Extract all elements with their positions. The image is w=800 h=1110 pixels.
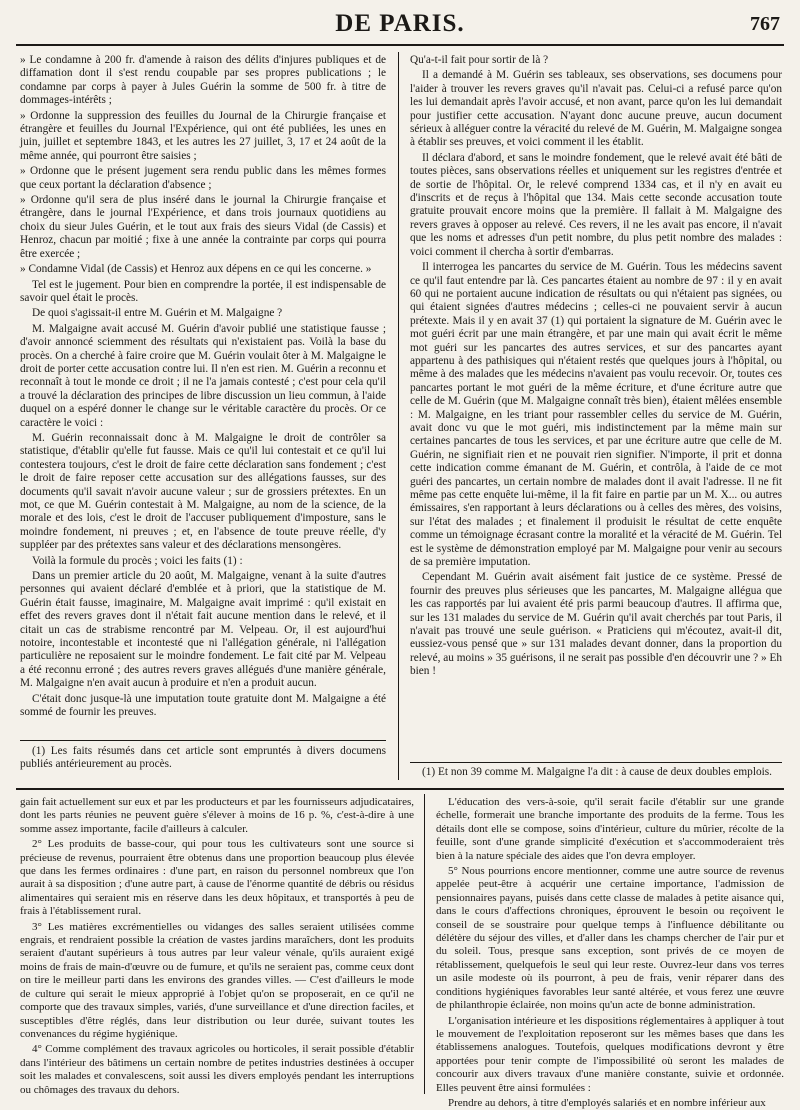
paragraph: 4° Comme complément des travaux agricoles ou horticoles, il serait possible d'établir dans l'intérieur des bâtimens un certain nombre de petites industries destinées à occuper soit les malades et convalescens, soit aussi les divers employés pendant les interruptions ou chômages des travaux du dehors.: [20, 1043, 414, 1096]
section-divider: [16, 788, 784, 790]
footnote-right: [410, 766, 782, 779]
paragraph: Cependant M. Guérin avait aisément fait justice de ce système. Pressé de fournir des preuves plus sérieuses que les pancartes, M. Malgaigne allégua que les cas rapportés par lui avaient été pris parmi beaucoup d'autres. Il affirma que, sur les 131 malades du service de M. Guérin qu'il avait cherchés par tout Paris, il n'avait pas trouvé une seule guérison. « Praticiens qui m'écoutez, avait-il dit, eussiez-vous pensé que » sur 131 malades devant donner, dans la proportion du relevé, au moins » 35 guérisons, il ne serait pas possible d'en découvrir une ? » Eh bien !: [410, 571, 782, 678]
page-number: 767: [750, 13, 780, 35]
paragraph: 2° Les produits de basse-cour, qui pour tous les cultivateurs sont une source si précieuse de revenus, pourraient être obtenus dans une proportion beaucoup plus élevée que dans les fermes ordinaires : d'une part, en raison du personnel nombreux que l'on aurait à sa disposition ; d'une autre part, à cause de l'énorme quantité de débris ou résidus alimentaires qui seraient mis en réserve dans les deux hôpitaux, et transportés à peu de frais à l'établissement rural.: [20, 838, 414, 918]
footnote-left: [20, 745, 386, 772]
paragraph: 5° Nous pourrions encore mentionner, comme une autre source de revenus appelée peut-être à acquérir une certaine importance, l'admission de pensionnaires payans, puisés dans cette classe de malades à petite aisance qui, dans le cours d'affections chroniques, éprouvent le besoin ou reçoivent le conseil de se soustraire pour quelque temps à l'influence débilitante ou délétère du séjour des villes, et d'aller dans les champs chercher de l'air pur et du soleil. Tous, presque sans exception, sont privés de ce moyen de rétablissement, quelquefois le seul qui leur reste. Ouvrez-leur dans vos terres un asile modeste où ils pourront, à peu de frais, venir réparer dans des conditions hygiéniques favorables leur santé altérée, et vous ferez une œuvre de philanthropie éclairée, non moins qu'un acte de bonne administration.: [436, 865, 784, 1012]
paragraph: 3° Les matières excrémentielles ou vidanges des salles seraient utilisées comme engrais, et rendraient possible la création de vastes jardins maraîchers, dont les produits seraient d'autant supérieurs à tous autres par leur valeur vénale, qu'ils auraient exigé moins de frais de main-d'œuvre ou de fumure, et qu'ils ne seraient pas, comme ceux dont on tire le meilleur parti dans les environs des grandes villes. — C'est d'ailleurs le mode de culture qui serait le mieux approprié à l'objet qu'on se proposerait, en ce qu'il ne comporte que des travaux simples, variés, d'une surveillance et d'une direction faciles, et susceptibles d'être réglés, dans leur distribution ou leur durée, suivant toutes les convenances du régime hygiénique.: [20, 920, 414, 1040]
paragraph: » Ordonne qu'il sera de plus inséré dans le journal la Chirurgie française et étrangère, dans le journal l'Expérience, et dans trois journaux quotidiens au choix du sieur Jules Guérin, et le tout aux frais des sieurs Vidal (de Cassis) et Henroz, chacun par moitié ; fixe à une année la contrainte par corps qui pourra être exercée ;: [20, 194, 386, 260]
paragraph: Il a demandé à M. Guérin ses tableaux, ses observations, ses documens pour l'aider à trouver les revers graves qu'il n'avait pas. Celui-ci a refusé parce qu'on les lui demandait après l'avoir accusé, et non avant, parce qu'on les lui demandait pour justifier cette accusation. N'ayant donc aucune preuve, aucun document sérieux à alléguer contre la véracité du relevé de M. Guérin, M. Malgaigne songea à établir ses preuves, et voici comment il les établit.: [410, 69, 783, 149]
column-divider-bottom: [424, 794, 425, 1094]
paragraph: M. Guérin reconnaissait donc à M. Malgaigne le droit de contrôler sa statistique, d'établir qu'elle fut fausse. Mais ce qu'il lui contestait et ce qu'il lui contestera toujours, c'est le droit de faire cette déclaration sans fondement ; c'est le droit de faire reposer cette accusation sur des allégations fausses, sur des documents qu'il savait n'avoir aucune valeur ; sur de grossiers prétextes. En un mot, ce que M. Guérin contestait à M. Malgaigne, au nom de la science, de la morale et des lois, c'est le droit de l'accuser publiquement d'imposture, sans le moindre fondement, ni preuves ; et, en l'absence de toute preuve réelle, d'y suppléer par des prétextes sans valeur et des déclarations mensongères.: [20, 431, 386, 552]
paragraph: De quoi s'agissait-il entre M. Guérin et M. Malgaigne ?: [32, 307, 283, 320]
footnote-rule-left: [20, 740, 386, 741]
paragraph: L'organisation intérieure et les dispositions réglementaires à appliquer à tout le mouvement de l'exploitation reposeront sur les mêmes bases que dans les établissemens analogues. Toutefois, quelques modifications devront y être apportées pour tenir compte de l'impossibilité où seront les malades de concourir aux divers travaux d'une manière constante, suivie et ordonnée. Elles peuvent être ainsi formulées :: [436, 1014, 784, 1094]
paragraph: C'était donc jusque-là une imputation toute gratuite dont M. Malgaigne a été sommé de fournir les preuves.: [20, 692, 386, 719]
footnote-text: (1) Les faits résumés dans cet article sont empruntés à divers documens publiés antérieurement au procès.: [20, 745, 386, 771]
paragraph: Voilà la formule du procès ; voici les faits (1) :: [32, 554, 243, 567]
column-divider-top: [398, 52, 399, 780]
paragraph: » Le condamne à 200 fr. d'amende à raison des délits d'injures publiques et de diffamation dont il s'est rendu coupable par ses propres publications ; le condamne par corps à payer à Jules Guérin la somme de 500 fr. à titre de dommages-intérêts ;: [20, 54, 386, 107]
paragraph: Qu'a-t-il fait pour sortir de là ?: [410, 54, 549, 66]
paragraph: Il déclara d'abord, et sans le moindre fondement, que le relevé avait été bâti de toutes pièces, sans observations réelles et uniquement sur les registres d'entrée et de sortie de l'hôpital. Or, le relevé comprend 1334 cas, et il n'y en avait eu d'inscrits et de reçus à l'hôpital que 134. Mais cette seconde accusation toute gratuite prouvait encore moins que la première. Il fallait à M. Malgaigne des revers graves à opposer au relevé. Ces revers, il ne les avait pas encore, il n'avait que les noms et adresses d'un petit nombre, du plus petit nombre des malades : voici comment il chercha à sortir d'embarras.: [410, 151, 782, 258]
paragraph: L'éducation des vers-à-soie, qu'il serait facile d'établir sur une grande échelle, formerait une branche importante des produits de la ferme. Tous les détails dont elle se compose, soins d'intérieur, culture du mûrier, récolte de la feuille, sont d'une grande simplicité d'exécution et s'accommoderaient très bien à la nature spéciale des aides que l'on devra employer.: [436, 796, 784, 862]
page-title: DE PARIS.: [335, 10, 465, 37]
paragraph: » Condamne Vidal (de Cassis) et Henroz aux dépens en ce qui les concerne. »: [20, 263, 372, 276]
right-column: [410, 54, 782, 740]
page-header: [16, 10, 784, 46]
paragraph: gain fait actuellement sur eux et par les producteurs et par les fournisseurs adjudicataires, dont les parts réunies ne peuvent guère s'élever à moins de 16 p. %, c'est-à-dire à une somme assez importante, facile d'ailleurs à calculer.: [20, 796, 414, 835]
paragraph: Dans un premier article du 20 août, M. Malgaigne, venant à la suite d'autres personnes qui avaient déclaré d'emblée et à priori, que la statistique de M. Guérin était fausse, imaginaire, M. Malgaigne avait imprimé : qu'il existait en effet des revers graves dont il n'était fait aucune mention dans le relevé, et il citait un cas de strabisme rencontré par M. Velpeau. Or, il est aujourd'hui notoire, incontestable et incontesté que ni l'allégation générale, ni l'allégation particulière ne reposaient sur le moindre fondement. Le fait cité par M. Velpeau a été reconnu erroné ; des autres revers graves allégués d'une manière générale, M. Malgaigne n'en avait aucun à produire et n'en a produit aucun.: [20, 570, 386, 690]
bottom-right-column: [436, 796, 784, 1109]
paragraph: Il interrogea les pancartes du service de M. Guérin. Tous les médecins savent ce qu'il faut entendre par là. Ces pancartes étaient au nombre de 97 : il y en avait 60 qui ne portaient aucune indication de résultats ou qui n'étaient pas signées, ou qui étaient signées d'autres médecins ; celles-ci ne pouvaient servir à aucun prétexte. Mais il y en avait 37 (1) qui portaient la signature de M. Guérin avec le mot guéri écrit par une main étrangère, et par une main qui avait écrit le même mot guéri sur les pancartes des autres services, et sur des pancartes ayant appartenu à des pathisiques qui n'étaient restés que quelques jours à l'hôpital, ou même à des malades que les médecins n'avaient pas voulu recevoir. Or, toutes ces pancartes portant le mot guéri de la même écriture, et d'une écriture autre que celle de M. Guérin (que M. Malgaigne connaît très bien), étaient mêlées ensemble : M. Malgaigne, en les triant pour rassembler celles du service de M. Guérin, avait donc vu que le mot guéri, mis indistinctement par la même main sur certaines pancartes de tous les services, et par une écriture autre que celle de M. Guérin, ne signifiait rien et ne pouvait rien signifier. N'importe, il prit et donna cette indication comme émanant de M. Guérin, et contrôla, à l'aide de ce mot guéri des pancartes, un certain nombre de malades dont il avait l'adresse. Il ne fit même pas cette enquête lui-même, il la fit faire en partie par un M. X... ou autres émissaires, s'en rapportant à leurs déclarations ou à celles des mères, des voisins, sur l'état des malades ; et finalement il produisit le résultat de cette enquête comme un témoignage écrasant contre la moralité et la véracité de M. Guérin. Tel est le système de démonstration employé par M. Malgaigne pour venir au secours de sa première imputation.: [410, 261, 782, 569]
paragraph: Prendre au dehors, à titre d'employés salariés et en nombre inférieur aux: [448, 1096, 766, 1109]
footnote-text: (1) Et non 39 comme M. Malgaigne l'a dit : à cause de deux doubles emplois.: [422, 766, 772, 778]
paragraph: Tel est le jugement. Pour bien en comprendre la portée, il est indispensable de savoir quel était le procès.: [20, 278, 386, 304]
bottom-left-column: [20, 796, 414, 1096]
paragraph: » Ordonne la suppression des feuilles du Journal de la Chirurgie française et étrangère et feuilles du Journal l'Expérience, qui ont été publiées, les unes en juin, juillet et septembre 1843, et les autres les 27 juillet, 3, 17 et 24 août de la même année, qui pourront être saisies ;: [20, 109, 386, 162]
paragraph: M. Malgaigne avait accusé M. Guérin d'avoir publié une statistique fausse ; d'avoir annoncé sciemment des résultats qui n'existaient pas. Voilà la base du procès. On a cherché à faire croire que M. Guérin voulait ôter à M. Malgaigne le droit de porter cette accusation contre lui. Il n'en est rien. M. Guérin a reconnu et reconnaît à tout le monde ce droit ; il ne l'a jamais contesté ; c'est pour cela qu'il a trouvé la déclaration des principes de libre discussion un lieu commun, à l'aide duquel on a espéré donner le change sur le véritable caractère du procès. Or ce caractère le voici :: [20, 322, 386, 429]
left-column: [20, 54, 386, 734]
paragraph: » Ordonne que le présent jugement sera rendu public dans les mêmes formes que ceux portant la déclaration d'absence ;: [20, 165, 386, 191]
footnote-rule-right: [410, 762, 782, 763]
